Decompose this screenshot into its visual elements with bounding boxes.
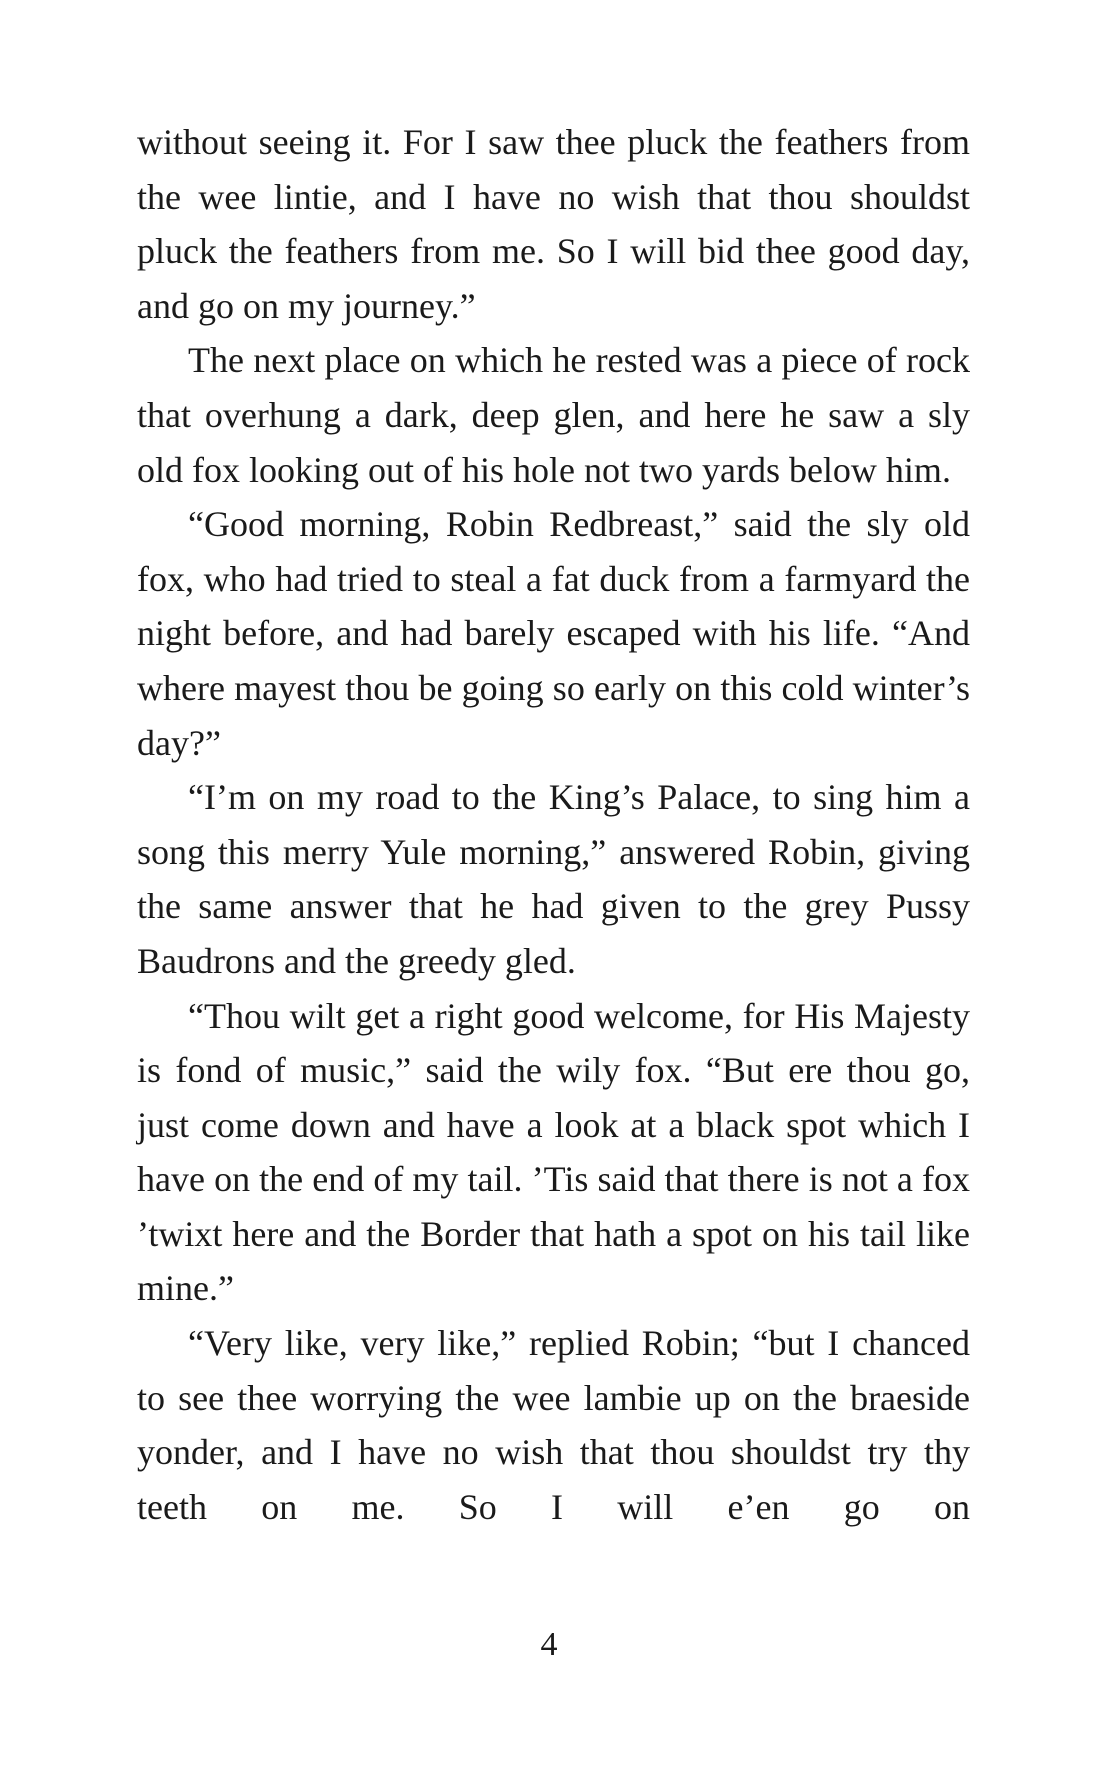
body-text	[137, 115, 970, 1534]
paragraph-fox-tail: “Thou wilt get a right good welcome, for His Majesty is fond of music,” said the wily fox. “But ere thou go, just come down and have a look at a black spot which I have on the end of my tail. ’Tis said that there is not a fox ’twixt here and the Border that hath a spot on his tail like mine.”	[137, 995, 970, 1309]
paragraph-fox-greeting: “Good morning, Robin Redbreast,” said the sly old fox, who had tried to steal a fat duck from a farmyard the night before, and had barely escaped with his life. “And where mayest thou be going so early on this cold winter’s day?”	[137, 504, 970, 763]
paragraph-robin-answer: “I’m on my road to the King’s Palace, to sing him a song this merry Yule morning,” answered Robin, giving the same answer that he had given to the grey Pussy Baudrons and the greedy gled.	[137, 777, 970, 981]
paragraph-robin-reply: “Very like, very like,” replied Robin; “but I chanced to see thee worrying the wee lambie up on the braeside yonder, and I have no wish that thou shouldst try thy teeth on me. So I will e’en go on	[137, 1323, 970, 1527]
paragraph-continuation: without seeing it. For I saw thee pluck the feathers from the wee lintie, and I have no wish that thou shouldst pluck the feathers from me. So I will bid thee good day, and go on my journey.”	[137, 122, 970, 326]
paragraph-fox-rock: The next place on which he rested was a piece of rock that overhung a dark, deep glen, and here he saw a sly old fox looking out of his hole not two yards below him.	[137, 340, 970, 490]
page-number: 4	[540, 1626, 558, 1663]
